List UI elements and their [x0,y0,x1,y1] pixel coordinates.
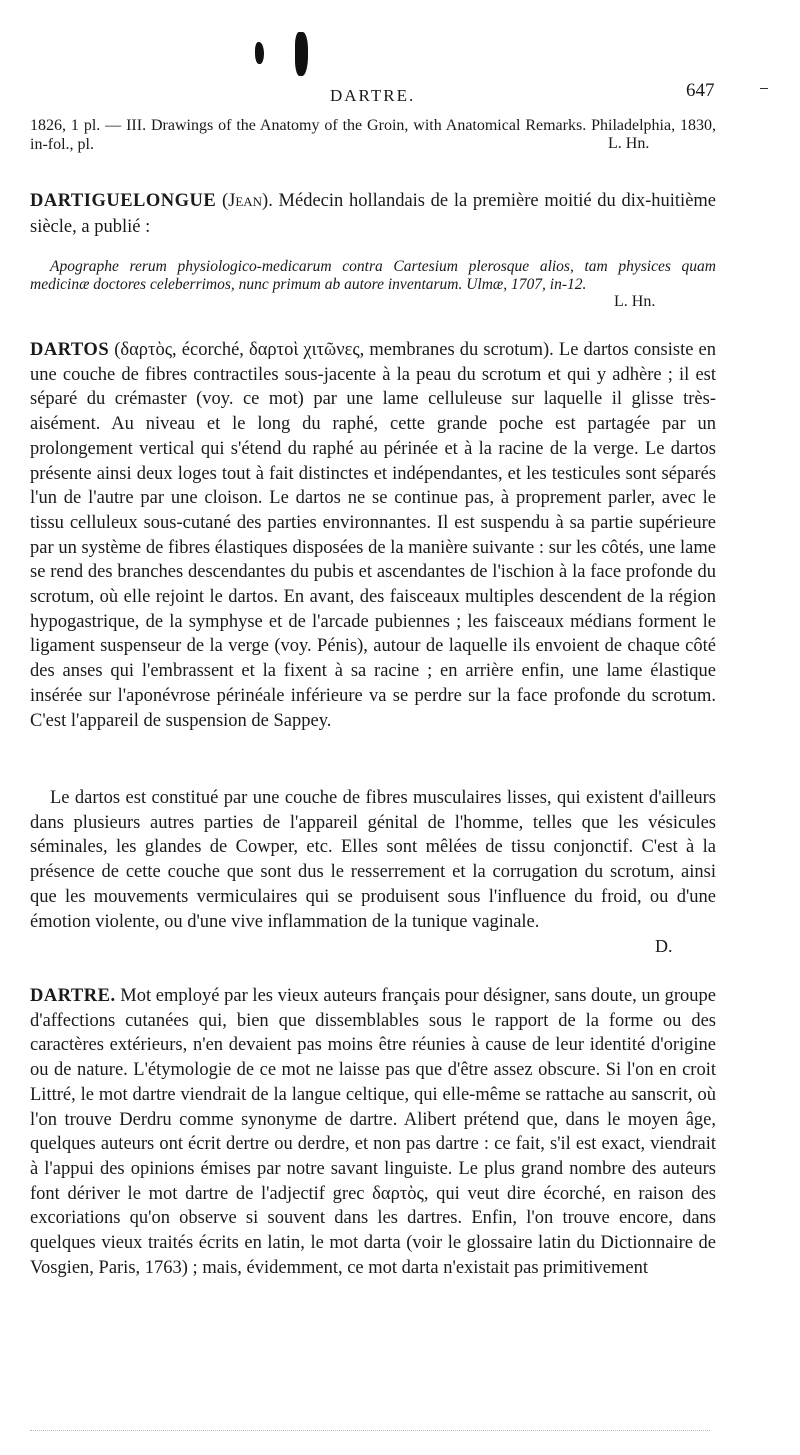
citation [30,258,716,294]
citation-signature: L. Hn. [614,293,656,310]
running-head: DARTRE. [330,86,416,105]
margin-mark [760,88,768,89]
top-reference-signature: L. Hn. [608,135,650,152]
entry-dartre [30,984,716,1280]
ink-blot [255,42,264,64]
entry-text: Mot employé par les vieux auteurs français pour désigner, sans doute, un groupe d'affections cutanées qui, bien que dissemblables sous le rapport de la forme ou des caractères extérieurs, n'en devaient pas moins être réunies à cause de leur identité d'origine ou de nature. L'étymologie de ce mot ne laisse pas que d'être assez obscure. Si l'on en croit Littré, le mot dartre viendrait de la langue celtique, qui elle-même se rattache au sanscrit, où l'on trouve Derdru comme synonyme de dartre. Alibert prétend que, dans le moyen âge, quelques auteurs ont écrit dertre ou derdre, et non pas dartre : ce fait, s'il est exact, viendrait à l'appui des opinions émises par notre savant linguiste. Le plus grand nombre des auteurs font dériver le mot dartre de l'adjectif grec δαρτὸς, qui veut dire écorché, en raison des excoriations qu'on observe si souvent dans les dartres. Enfin, l'on trouve encore, dans quelques vieux traités écrits en latin, le mot darta (voir le glossaire latin du Dictionnaire de Vosgien, Paris, 1763) ; mais, évidemment, ce mot darta n'existait pas primitivement [30,986,716,1278]
entry-dartiguelongue [30,188,716,240]
entry-headword: DARTOS [30,340,110,360]
entry-paragraph-2: Le dartos est constitué par une couche de fibres musculaires lisses, qui existent d'ailleurs dans plusieurs autres parties de l'appareil génital de l'homme, telles que les vésicules séminales, les glandes de Cowper, etc. Elles sont mêlées de tissu conjonctif. C'est à la présence de cette couche que sont dus le resserrement et la corrugation du scrotum, ainsi que les mouvements vermiculaires qui se produisent sous l'influence du froid, ou d'une émotion violente, ou d'une vive inflammation de la tunique vaginale. [30,788,716,932]
entry-dartos-paragraph-2 [30,786,716,934]
ink-blot [295,32,308,76]
entry-headword: DARTRE. [30,986,116,1006]
top-reference-text: 1826, 1 pl. — III. Drawings of the Anatomy of the Groin, with Anatomical Remarks. Philadelphia, 1830, in-fol., pl. [30,117,716,153]
entry-signature: D. [655,936,673,956]
citation-text: Apographe rerum physiologico-medicarum contra Cartesium plerosque alios, tam physices quam medicinæ doctores celeberrimos, nunc primum ab autore inventarum. Ulmæ, 1707, in-12. [30,258,716,293]
entry-name: (Jean). [221,191,273,211]
page-bottom-edge [30,1430,710,1431]
page-number: 647 [686,80,715,101]
entry-paragraph-1: (δαρτὸς, écorché, δαρτοὶ χιτῶνες, membranes du scrotum). Le dartos consiste en une couche de fibres contractiles sous-jacente à la peau du scrotum et qui y adhère ; il est séparé du crémaster (voy. ce mot) par une lame celluleuse sur laquelle il glisse très-aisément. Au niveau et le long du raphé, cette grande poche est partagée par un prolongement vertical qui s'étend du raphé au périnée et à la racine de la verge. Le dartos présente ainsi deux loges tout à fait distinctes et indépendantes, et les testicules sont séparés l'un de l'autre par une cloison. Le dartos ne se continue pas, à proprement parler, avec le tissu celluleux sous-cutané des parties environnantes. Il est suspendu à sa partie supérieure par un système de fibres élastiques disposées de la manière suivante : sur les côtés, une lame se rend des branches descendantes du pubis et ascendantes de l'ischion à la face profonde du scrotum, où elle rejoint le dartos. En avant, des faisceaux multiples descendent de la région hypogastrique, de la symphyse et de l'arcade pubiennes ; les faisceaux médians forment le ligament suspenseur de la verge (voy. Pénis), autour de laquelle ils envoient de chaque côté des anses qui l'embrassent et la fixent à sa racine ; en arrière enfin, une lame élastique insérée sur l'aponévrose périnéale inférieure va se perdre sur la face profonde du scrotum. C'est l'appareil de suspension de Sappey. [30,340,716,731]
entry-text: Médecin hollandais de la première moitié du dix-huitième siècle, a publié : [30,191,717,237]
entry-dartos [30,338,716,733]
entry-headword: DARTIGUELONGUE [30,191,217,211]
